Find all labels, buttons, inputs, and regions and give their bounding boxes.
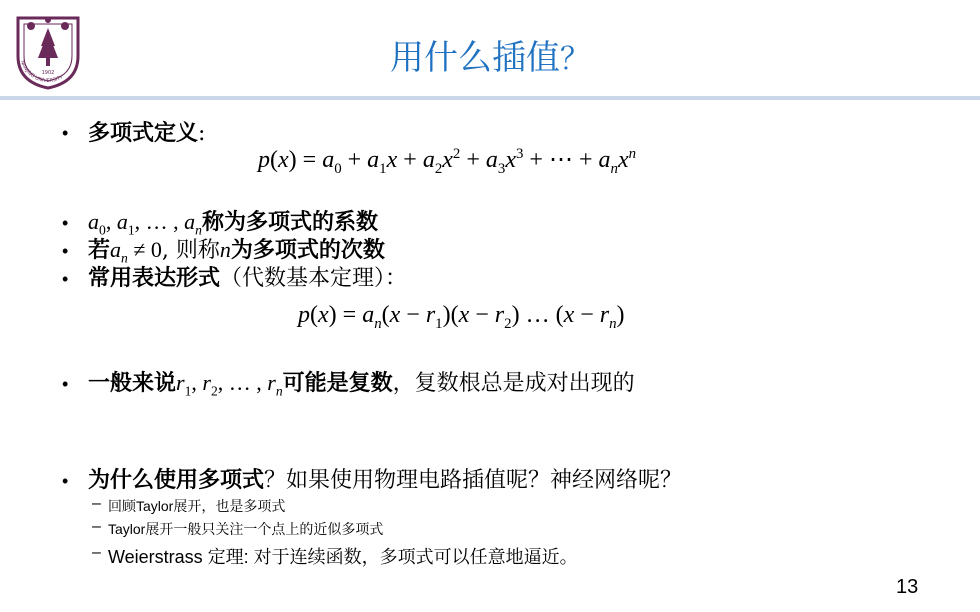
bullet-dot: • xyxy=(62,269,69,289)
subbullet-review-taylor: 回顾Taylor展开，也是多项式 xyxy=(108,498,286,515)
subbullet-weierstrass: Weierstrass 定理: 对于连续函数，多项式可以任意地逼近。 xyxy=(108,547,578,567)
subbullet-dash: – xyxy=(92,518,101,535)
bullet-dot: • xyxy=(62,471,69,491)
slide-title: 用什么插值？ xyxy=(390,38,590,78)
subbullet-taylor-local: Taylor展开一般只关注一个点上的近似多项式 xyxy=(108,521,384,538)
bullet-dot: • xyxy=(62,241,69,261)
bullet-why-polynomial: 为什么使用多项式？如果使用物理电路插值呢？神经网络呢？ xyxy=(88,468,683,493)
page-number: 13 xyxy=(896,576,919,598)
equation-polynomial-definition: $p(x) = a_0 + a_1x + a_2x^2 + a_3x^3$ + ⋯ + $a_nx^n$ xyxy=(258,146,637,177)
equation-factored-form: $p(x) = a_n(x - r_1)(x - r_2)$ … $(x - r_n)$ xyxy=(298,302,625,332)
bullet-degree: 若$a_n \ne 0$, 则称n为多项式的次数 xyxy=(88,237,385,266)
bullet-complex-roots: 一般来说$r_1$, $r_2$, … , $r_n$可能是复数，复数根总是成对出现的 xyxy=(88,370,635,399)
title-divider xyxy=(0,96,980,100)
bullet-dot: • xyxy=(62,213,69,233)
bullet-dot: • xyxy=(62,374,69,394)
bullet-polynomial-definition: 多项式定义: xyxy=(88,121,206,146)
logo-year: 1902 xyxy=(41,70,55,76)
bullet-dot: • xyxy=(62,123,69,143)
title-question-mark: ？ xyxy=(560,43,590,76)
subbullet-dash: – xyxy=(92,544,101,561)
bullet-common-form: 常用表达形式（代数基本定理）： xyxy=(88,266,408,291)
logo-text: NANJING UNIVERSITY xyxy=(18,59,65,85)
bullet-coefficients: $a_0$, $a_1$, … , $a_n$称为多项式的系数 xyxy=(88,209,378,238)
subbullet-dash: – xyxy=(92,495,101,512)
